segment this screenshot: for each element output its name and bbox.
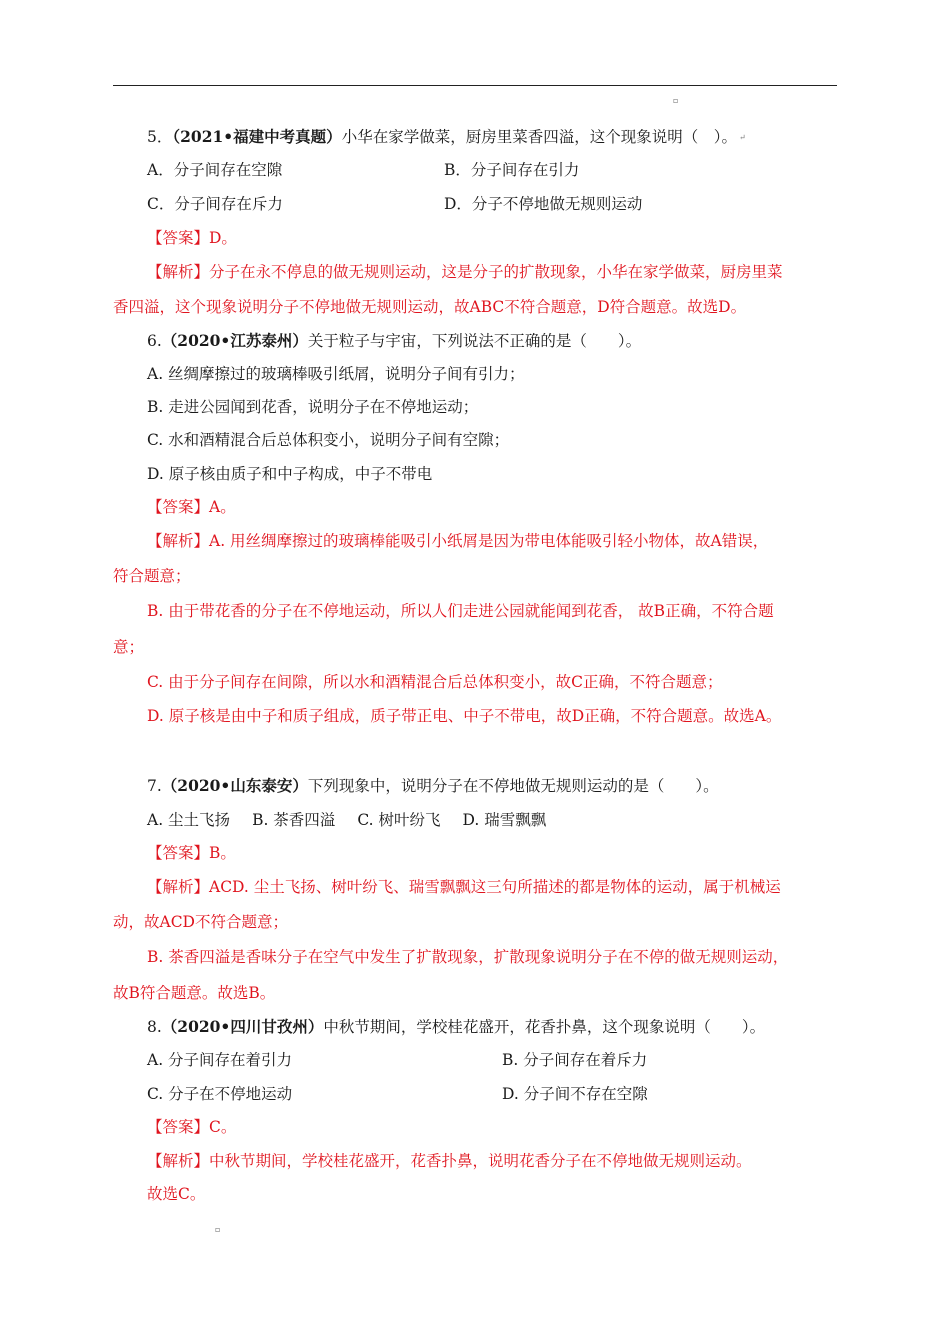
- answer: 【答案】C。: [147, 1118, 237, 1136]
- question-source: （2020•山东泰安）: [161, 776, 308, 795]
- analysis-line: 【解析】A. 用丝绸摩擦过的玻璃棒能吸引小纸屑是因为带电体能吸引轻小物体，故A错误，: [147, 532, 769, 550]
- footer-mark: ▫: [215, 1225, 221, 1234]
- question-number: 5．: [147, 128, 173, 146]
- option-d: D．分子不停地做无规则运动: [444, 195, 643, 213]
- option-c: C．分子间存在斥力: [147, 195, 283, 213]
- option-a: A．分子间存在空隙: [147, 161, 283, 179]
- option-c: C. 树叶纷飞: [357, 811, 441, 829]
- answer: 【答案】A。: [147, 498, 236, 516]
- option-a: A. 丝绸摩擦过的玻璃棒吸引纸屑，说明分子间有引力；: [147, 365, 525, 383]
- question-text: 中秋节期间，学校桂花盛开，花香扑鼻，这个现象说明（ ）。: [323, 1018, 766, 1036]
- option-a: A. 分子间存在着引力: [147, 1051, 293, 1069]
- analysis-line: 香四溢，这个现象说明分子不停地做无规则运动，故ABC不符合题意，D符合题意。故选D。: [113, 298, 747, 316]
- question-text: 关于粒子与宇宙，下列说法不正确的是（ ）。: [307, 332, 642, 350]
- analysis-line: C. 由于分子间存在间隙，所以水和酒精混合后总体积变小，故C正确，不符合题意；: [147, 673, 723, 691]
- analysis-line: D. 原子核是由中子和质子组成，质子带正电、中子不带电，故D正确，不符合题意。故选A。: [147, 707, 782, 725]
- question-number: 8.: [147, 1018, 162, 1036]
- option-b: B. 茶香四溢: [252, 811, 336, 829]
- question-6-stem: [147, 331, 641, 351]
- question-source: （2021•福建中考真题）: [172, 127, 342, 146]
- question-source: （2020•江苏泰州）: [161, 331, 308, 350]
- question-5-stem: [147, 127, 746, 148]
- option-c: C. 水和酒精混合后总体积变小，说明分子间有空隙；: [147, 431, 510, 449]
- option-a: A. 尘土飞扬: [147, 811, 231, 829]
- option-d: D. 瑞雪飘飘: [462, 811, 547, 829]
- answer: 【答案】B。: [147, 844, 236, 862]
- question-8-stem: [147, 1017, 765, 1037]
- question-number: 7.: [147, 777, 162, 795]
- analysis-line: B. 由于带花香的分子在不停地运动，所以人们走进公园就能闻到花香， 故B正确，不符合题: [147, 602, 774, 620]
- question-7-stem: [147, 776, 719, 796]
- option-b: B. 分子间存在着斥力: [502, 1051, 648, 1069]
- analysis-line: 【解析】分子在永不停息的做无规则运动，这是分子的扩散现象，小华在家学做菜，厨房里菜: [147, 263, 783, 281]
- question-text: 小华在家学做菜，厨房里菜香四溢，这个现象说明（ ）。: [341, 128, 737, 146]
- option-c: C. 分子在不停地运动: [147, 1085, 293, 1103]
- option-d: D. 分子间不存在空隙: [502, 1085, 648, 1103]
- analysis-line: B. 茶香四溢是香味分子在空气中发生了扩散现象，扩散现象说明分子在不停的做无规则运动，: [147, 948, 789, 966]
- question-source: （2020•四川甘孜州）: [161, 1017, 324, 1036]
- option-b: B. 走进公园闻到花香，说明分子在不停地运动；: [147, 398, 479, 416]
- paragraph-mark: ↵: [738, 133, 746, 142]
- analysis-line: 动，故ACD不符合题意；: [113, 913, 288, 931]
- options-row: [147, 810, 546, 830]
- question-text: 下列现象中，说明分子在不停地做无规则运动的是（ ）。: [307, 777, 719, 795]
- analysis-line: 符合题意；: [113, 567, 191, 585]
- analysis-line: 意；: [113, 638, 145, 656]
- analysis-line: 故B符合题意。故选B。: [113, 984, 276, 1002]
- question-number: 6.: [147, 332, 162, 350]
- header-mark: ▫: [673, 96, 679, 105]
- answer: 【答案】D。: [147, 229, 237, 247]
- header-rule: [113, 85, 837, 86]
- analysis-line: 【解析】ACD. 尘土飞扬、树叶纷飞、瑞雪飘飘这三句所描述的都是物体的运动，属于机械运: [147, 878, 781, 896]
- analysis-line: 故选C。: [147, 1185, 206, 1203]
- analysis-line: 【解析】中秋节期间，学校桂花盛开，花香扑鼻，说明花香分子在不停地做无规则运动。: [147, 1152, 752, 1170]
- option-d: D. 原子核由质子和中子构成，中子不带电: [147, 465, 433, 483]
- option-b: B．分子间存在引力: [444, 161, 580, 179]
